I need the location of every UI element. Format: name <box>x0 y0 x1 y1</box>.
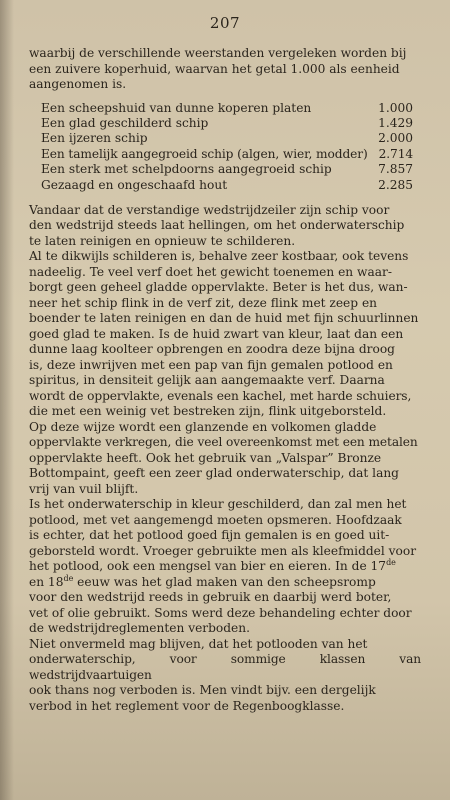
text-line: Niet onvermeld mag blijven, dat het potlooden van het <box>29 636 368 651</box>
text-line: Vandaar dat de verstandige wedstrijdzeiler zijn schip voor <box>29 202 390 217</box>
row-label: Een scheepshuid van dunne koperen platen <box>41 100 312 115</box>
text-run: eeuw was het glad maken van den scheepsromp <box>73 574 376 589</box>
text-line <box>29 559 421 575</box>
text-line <box>29 575 421 591</box>
text-line: borgt geen geheel gladde oppervlakte. Beter is het dus, wan- <box>29 280 408 295</box>
text-line: voor den wedstrijd reeds in gebruik en daarbij werd boter, <box>29 590 392 605</box>
row-value: 1.000 <box>378 100 413 115</box>
paragraph-painting <box>29 249 421 497</box>
intro-paragraph <box>29 46 421 93</box>
text-line: de wedstrijdreglementen verboden. <box>29 621 250 636</box>
row-value: 2.285 <box>378 177 413 192</box>
table-row <box>41 162 413 177</box>
text-line: geborsteld wordt. Vroeger gebruikte men als kleefmiddel voor <box>29 543 417 558</box>
table-row <box>41 101 413 116</box>
text-line: den wedstrijd steeds laat hellingen, om het onderwaterschip <box>29 218 405 233</box>
text-line: een zuivere koperhuid, waarvan het getal 1.000 als eenheid <box>29 61 400 76</box>
text-line: Bottompaint, geeft een zeer glad onderwaterschip, dat lang <box>29 466 399 481</box>
text-line: verbod in het reglement voor de Regenboogklasse. <box>29 698 345 713</box>
text-line: ook thans nog verboden is. Men vindt bijv. een dergelijk <box>29 683 376 698</box>
text-line: potlood, met vet aangemengd moeten opsmeren. Hoofdzaak <box>29 512 402 527</box>
text-line: vet of olie gebruikt. Soms werd deze behandeling echter door <box>29 605 412 620</box>
table-row <box>41 178 413 193</box>
text-line: te laten reinigen en opnieuw te schilderen. <box>29 233 296 248</box>
text-line: boender te laten reinigen en dan de huid met fijn schuurlinnen <box>29 311 419 326</box>
row-value: 7.857 <box>378 162 413 177</box>
row-label: Een sterk met schelpdoorns aangegroeid schip <box>41 162 332 177</box>
text-line: spiritus, in densiteit gelijk aan aangemaakte verf. Daarna <box>29 373 385 388</box>
text-line: goed glad te maken. Is de huid zwart van kleur, laat dan een <box>29 326 404 341</box>
row-value: 2.714 <box>378 146 413 161</box>
table-row <box>41 131 413 146</box>
paragraph-potlood <box>29 497 421 637</box>
text-line: dunne laag koolteer opbrengen en zoodra deze bijna droog <box>29 342 395 357</box>
text-line: die met een weinig vet bestreken zijn, flink uitgeborsteld. <box>29 404 387 419</box>
table-row <box>41 147 413 162</box>
text-line: aangenomen is. <box>29 77 127 91</box>
row-value: 2.000 <box>378 131 413 146</box>
text-line: Op deze wijze wordt een glanzende en volkomen gladde <box>29 419 377 434</box>
page-edge-shadow <box>0 0 14 800</box>
text-line: wordt de oppervlakte, evenals een kachel, met harde schuiers, <box>29 388 412 403</box>
text-run: en 18 <box>29 574 64 589</box>
text-line: Al te dikwijls schilderen is, behalve zeer kostbaar, ook tevens <box>29 249 409 264</box>
row-label: Gezaagd en ongeschaafd hout <box>41 177 228 192</box>
text-line: waarbij de verschillende weerstanden vergeleken worden bij <box>29 46 407 60</box>
table-row <box>41 116 413 131</box>
text-line: is echter, dat het potlood goed fijn gemalen is en goed uit- <box>29 528 390 543</box>
text-line: neer het schip flink in de verf zit, deze flink met zeep en <box>29 295 378 310</box>
row-label: Een tamelijk aangegroeid schip (algen, wier, modder) <box>41 146 368 161</box>
row-value: 1.429 <box>378 115 413 130</box>
superscript: de <box>386 558 396 568</box>
text-line: onderwaterschip, voor sommige klassen van wedstrijdvaartuigen <box>29 652 421 682</box>
text-line: nadeelig. Te veel verf doet het gewicht toenemen en waar- <box>29 264 392 279</box>
text-line: is, deze inwrijven met een pap van fijn gemalen potlood en <box>29 357 393 372</box>
text-line: Is het onderwaterschip in kleur geschilderd, dan zal men het <box>29 497 407 512</box>
resistance-table <box>41 101 413 193</box>
text-line: vrij van vuil blijft. <box>29 481 139 496</box>
paragraph-careful-yachtsman <box>29 203 421 250</box>
page-body <box>29 46 421 714</box>
row-label: Een glad geschilderd schip <box>41 115 209 130</box>
row-label: Een ijzeren schip <box>41 131 148 146</box>
text-line: oppervlakte verkregen, die veel overeenkomst met een metalen <box>29 435 418 450</box>
paragraph-regenboog <box>29 637 421 715</box>
text-line: oppervlakte heeft. Ook het gebruik van „Valspar” Bronze <box>29 450 382 465</box>
superscript: de <box>63 573 74 583</box>
text-run: het potlood, ook een mengsel van bier en eieren. In de 17 <box>29 559 387 574</box>
page-number: 207 <box>209 14 241 32</box>
